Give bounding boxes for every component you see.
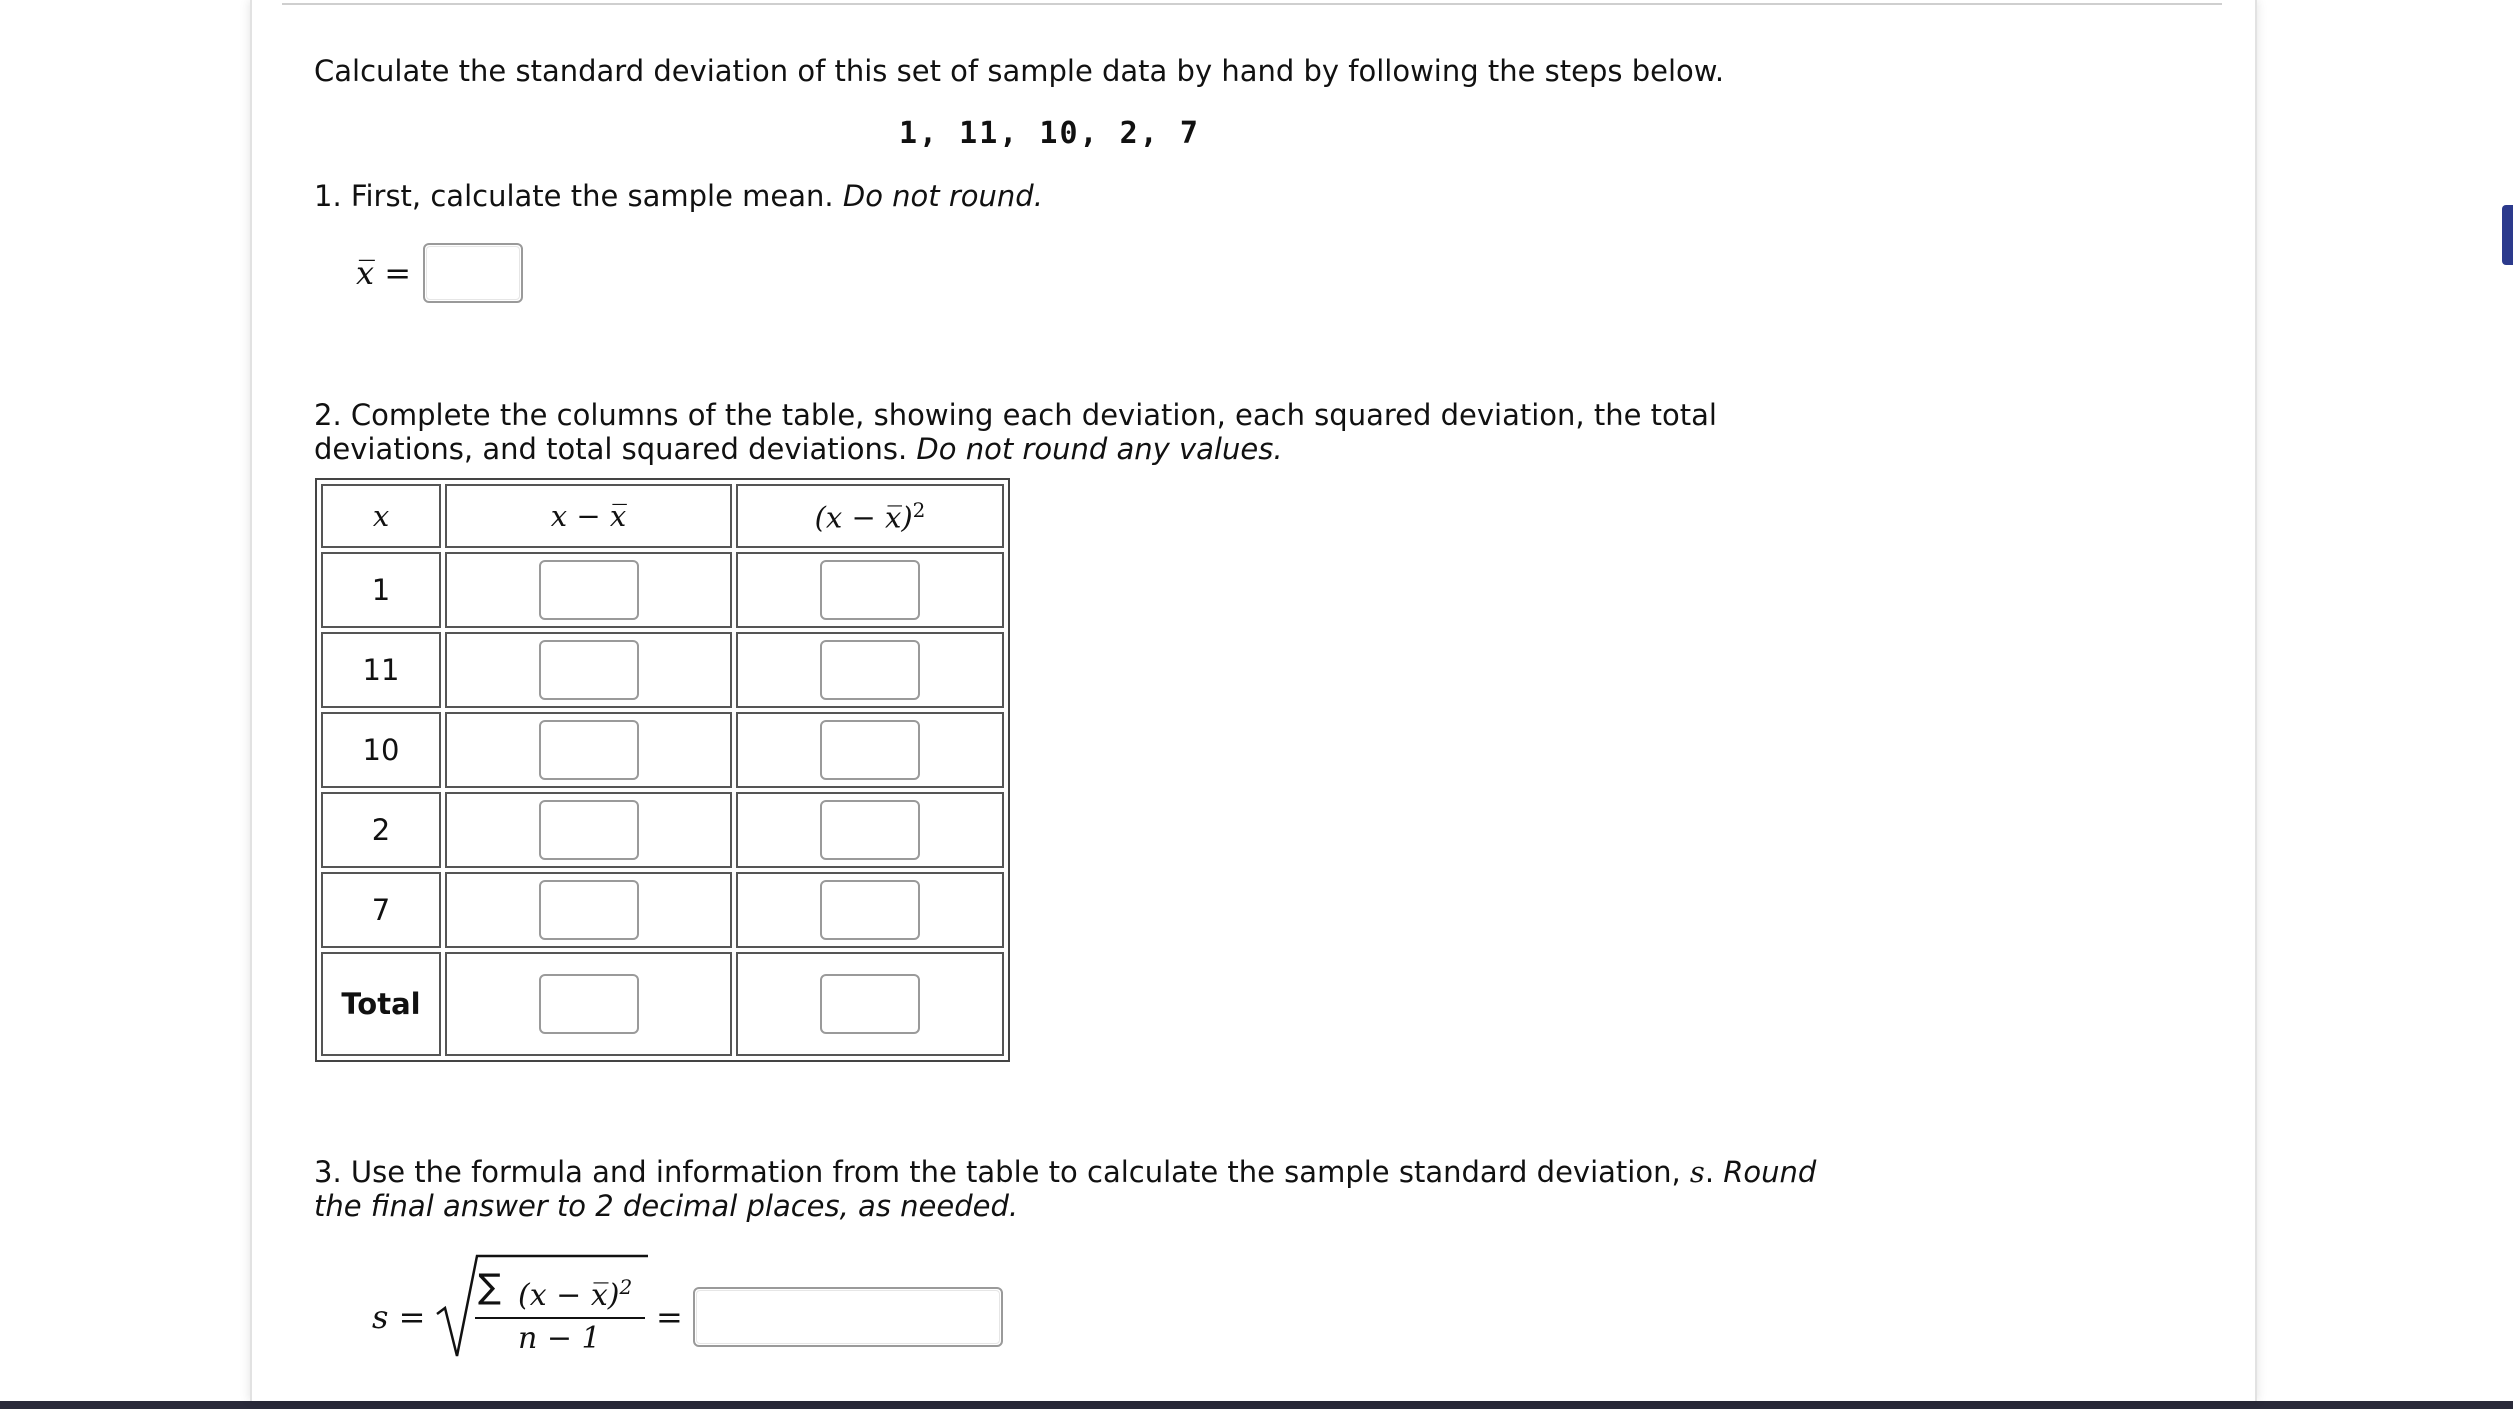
step3-emphasis: Round bbox=[1723, 1155, 1817, 1189]
squared-cell bbox=[736, 872, 1004, 948]
header-squared-deviation: (x − x̅)$^2$ bbox=[736, 484, 1004, 548]
squared-input-5[interactable] bbox=[820, 880, 920, 940]
squared-input-4[interactable] bbox=[820, 800, 920, 860]
table-row bbox=[321, 872, 1004, 948]
step2-line1: 2. Complete the columns of the table, showing each deviation, each squared deviation, the total bbox=[314, 398, 1717, 432]
deviation-cell bbox=[445, 632, 732, 708]
total-squared-input[interactable] bbox=[820, 974, 920, 1034]
table-header-row bbox=[321, 484, 1004, 548]
divider bbox=[282, 3, 2222, 5]
row-x-value: 1 bbox=[321, 552, 441, 628]
total-deviation-cell bbox=[445, 952, 732, 1056]
step3-line1: 3. Use the formula and information from the table to calculate the sample standard deviation, s. Round bbox=[314, 1155, 1817, 1189]
deviation-cell bbox=[445, 712, 732, 788]
mean-input[interactable] bbox=[423, 243, 523, 303]
squared-input-1[interactable] bbox=[820, 560, 920, 620]
header-x: x bbox=[321, 484, 441, 548]
deviation-table bbox=[315, 478, 1010, 1062]
mean-label: x̅ = bbox=[356, 254, 412, 292]
deviation-input-2[interactable] bbox=[539, 640, 639, 700]
squared-cell bbox=[736, 792, 1004, 868]
squared-cell bbox=[736, 712, 1004, 788]
row-x-value: 11 bbox=[321, 632, 441, 708]
row-x-value: 10 bbox=[321, 712, 441, 788]
formula-denominator: n − 1 bbox=[518, 1321, 601, 1356]
squared-cell bbox=[736, 632, 1004, 708]
step1-instruction: 1. First, calculate the sample mean. bbox=[314, 179, 843, 213]
formula-equals: = bbox=[656, 1298, 683, 1336]
deviation-cell bbox=[445, 872, 732, 948]
sigma-symbol: ∑ bbox=[478, 1267, 501, 1307]
step2-line2 bbox=[314, 432, 1283, 466]
desktop-right bbox=[2253, 0, 2513, 1409]
step2-emphasis: Do not round any values. bbox=[916, 432, 1283, 466]
deviation-input-5[interactable] bbox=[539, 880, 639, 940]
s-label: s = bbox=[372, 1298, 426, 1336]
step1-text bbox=[314, 179, 1043, 213]
total-label: Total bbox=[321, 952, 441, 1056]
total-squared-cell bbox=[736, 952, 1004, 1056]
taskbar-strip bbox=[0, 1401, 2513, 1409]
table-row bbox=[321, 792, 1004, 868]
deviation-input-3[interactable] bbox=[539, 720, 639, 780]
row-x-value: 2 bbox=[321, 792, 441, 868]
intro-text: Calculate the standard deviation of this set of sample data by hand by following the steps below. bbox=[314, 54, 1725, 88]
squared-cell bbox=[736, 552, 1004, 628]
step3-line2: the final answer to 2 decimal places, as needed. bbox=[314, 1189, 1019, 1223]
step3-variable: s bbox=[1689, 1155, 1705, 1189]
step3-instruction: 3. Use the formula and information from the table to calculate the sample standard deviation, bbox=[314, 1155, 1690, 1189]
table-row bbox=[321, 552, 1004, 628]
std-dev-input[interactable] bbox=[693, 1287, 1003, 1347]
table-total-row bbox=[321, 952, 1004, 1056]
formula-numerator: (x − x̅)$^2$ bbox=[518, 1275, 633, 1313]
data-values: 1, 11, 10, 2, 7 bbox=[899, 116, 1200, 151]
header-deviation: x − x̅ bbox=[445, 484, 732, 548]
deviation-input-4[interactable] bbox=[539, 800, 639, 860]
step2-instruction: deviations, and total squared deviations. bbox=[314, 432, 917, 466]
squared-input-2[interactable] bbox=[820, 640, 920, 700]
deviation-cell bbox=[445, 792, 732, 868]
total-deviation-input[interactable] bbox=[539, 974, 639, 1034]
squared-input-3[interactable] bbox=[820, 720, 920, 780]
fraction-bar bbox=[475, 1317, 645, 1319]
deviation-cell bbox=[445, 552, 732, 628]
desktop-left bbox=[0, 0, 250, 1409]
row-x-value: 7 bbox=[321, 872, 441, 948]
step1-emphasis: Do not round. bbox=[842, 179, 1043, 213]
side-tab[interactable] bbox=[2502, 205, 2513, 265]
table-row bbox=[321, 632, 1004, 708]
table-row bbox=[321, 712, 1004, 788]
deviation-input-1[interactable] bbox=[539, 560, 639, 620]
